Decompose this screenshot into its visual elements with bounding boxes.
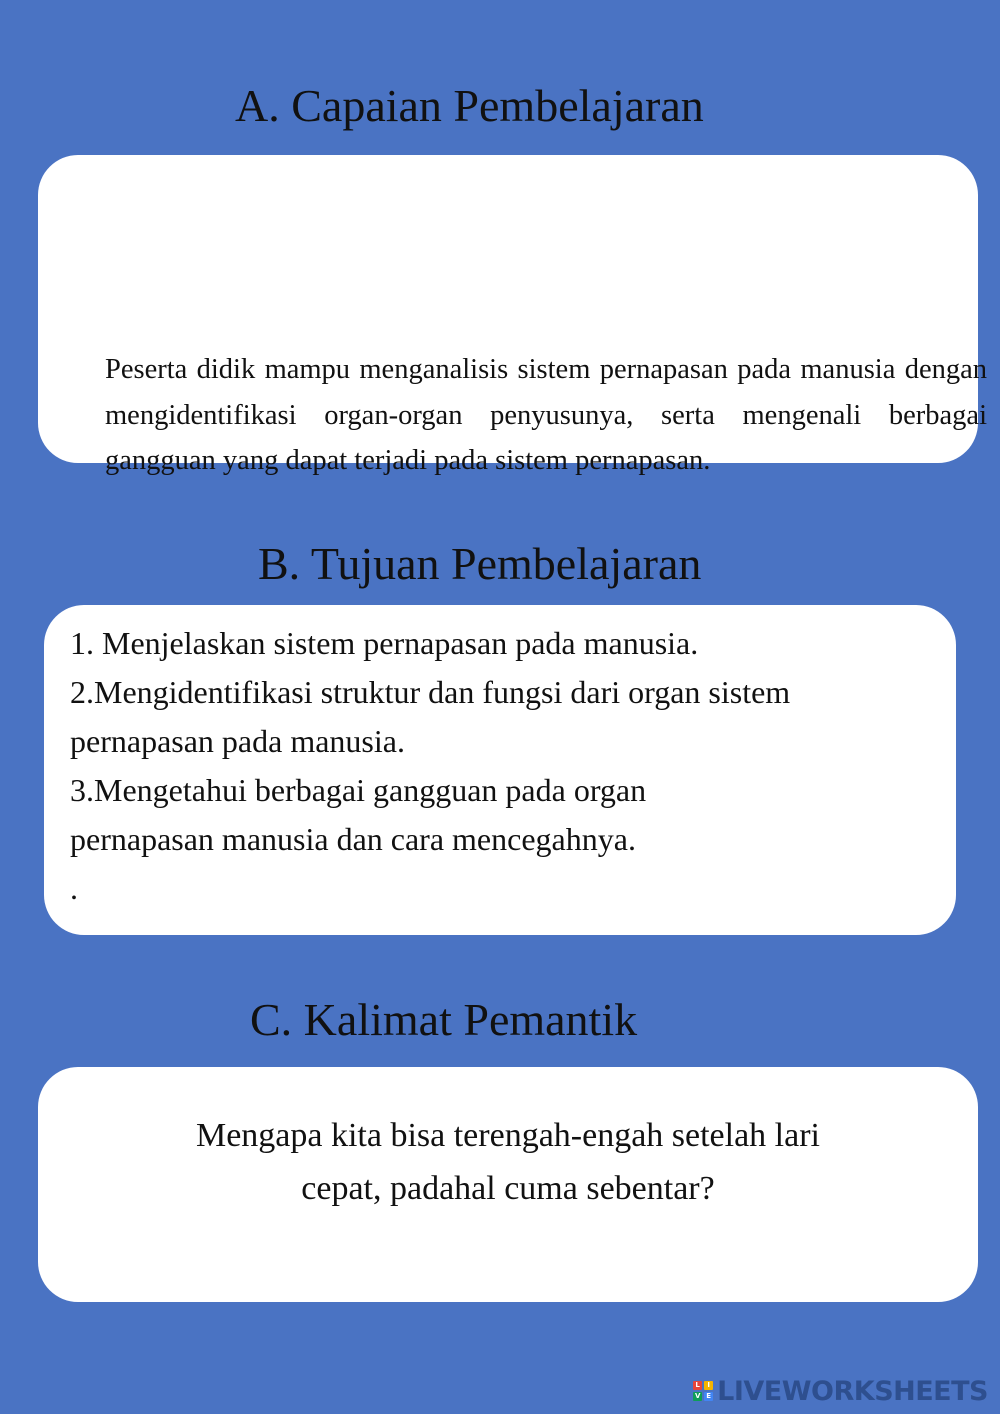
logo-letter: I — [704, 1381, 713, 1390]
section-b-card — [44, 605, 956, 935]
logo-letter: L — [693, 1381, 702, 1390]
liveworksheets-watermark — [693, 1376, 988, 1406]
section-a-heading: A. Capaian Pembelajaran — [235, 80, 704, 131]
logo-letter: V — [694, 1392, 701, 1400]
trigger-question — [98, 1109, 918, 1215]
section-b-heading: B. Tujuan Pembelajaran — [258, 538, 702, 589]
logo-letter: E — [704, 1392, 713, 1401]
section-c-heading: C. Kalimat Pemantik — [250, 994, 638, 1045]
objective-line: pernapasan manusia dan cara mencegahnya. — [70, 821, 636, 857]
watermark-text: LIVEWORKSHEETS — [717, 1375, 988, 1407]
trigger-question-line: cepat, padahal cuma sebentar? — [301, 1170, 715, 1207]
objectives-list — [70, 619, 950, 913]
objective-line: . — [70, 870, 78, 906]
liveworksheets-logo-icon — [693, 1381, 713, 1401]
trigger-question-line: Mengapa kita bisa terengah-engah setelah lari — [195, 1117, 820, 1154]
objective-line: 2.Mengidentifikasi struktur dan fungsi dari organ sistem — [70, 674, 791, 710]
section-a-body: Peserta didik mampu menganalisis sistem pernapasan pada manusia dengan mengidentifikasi organ-organ penyusunya, serta mengenali berbagai gangguan yang dapat terjadi pada sistem pernapasan. — [105, 354, 987, 476]
objective-line: pernapasan pada manusia. — [70, 723, 405, 759]
section-c-card — [38, 1067, 978, 1302]
objective-line: 1. Menjelaskan sistem pernapasan pada manusia. — [70, 625, 699, 661]
section-a-card — [38, 155, 987, 476]
objective-line: 3.Mengetahui berbagai gangguan pada organ — [70, 772, 647, 808]
